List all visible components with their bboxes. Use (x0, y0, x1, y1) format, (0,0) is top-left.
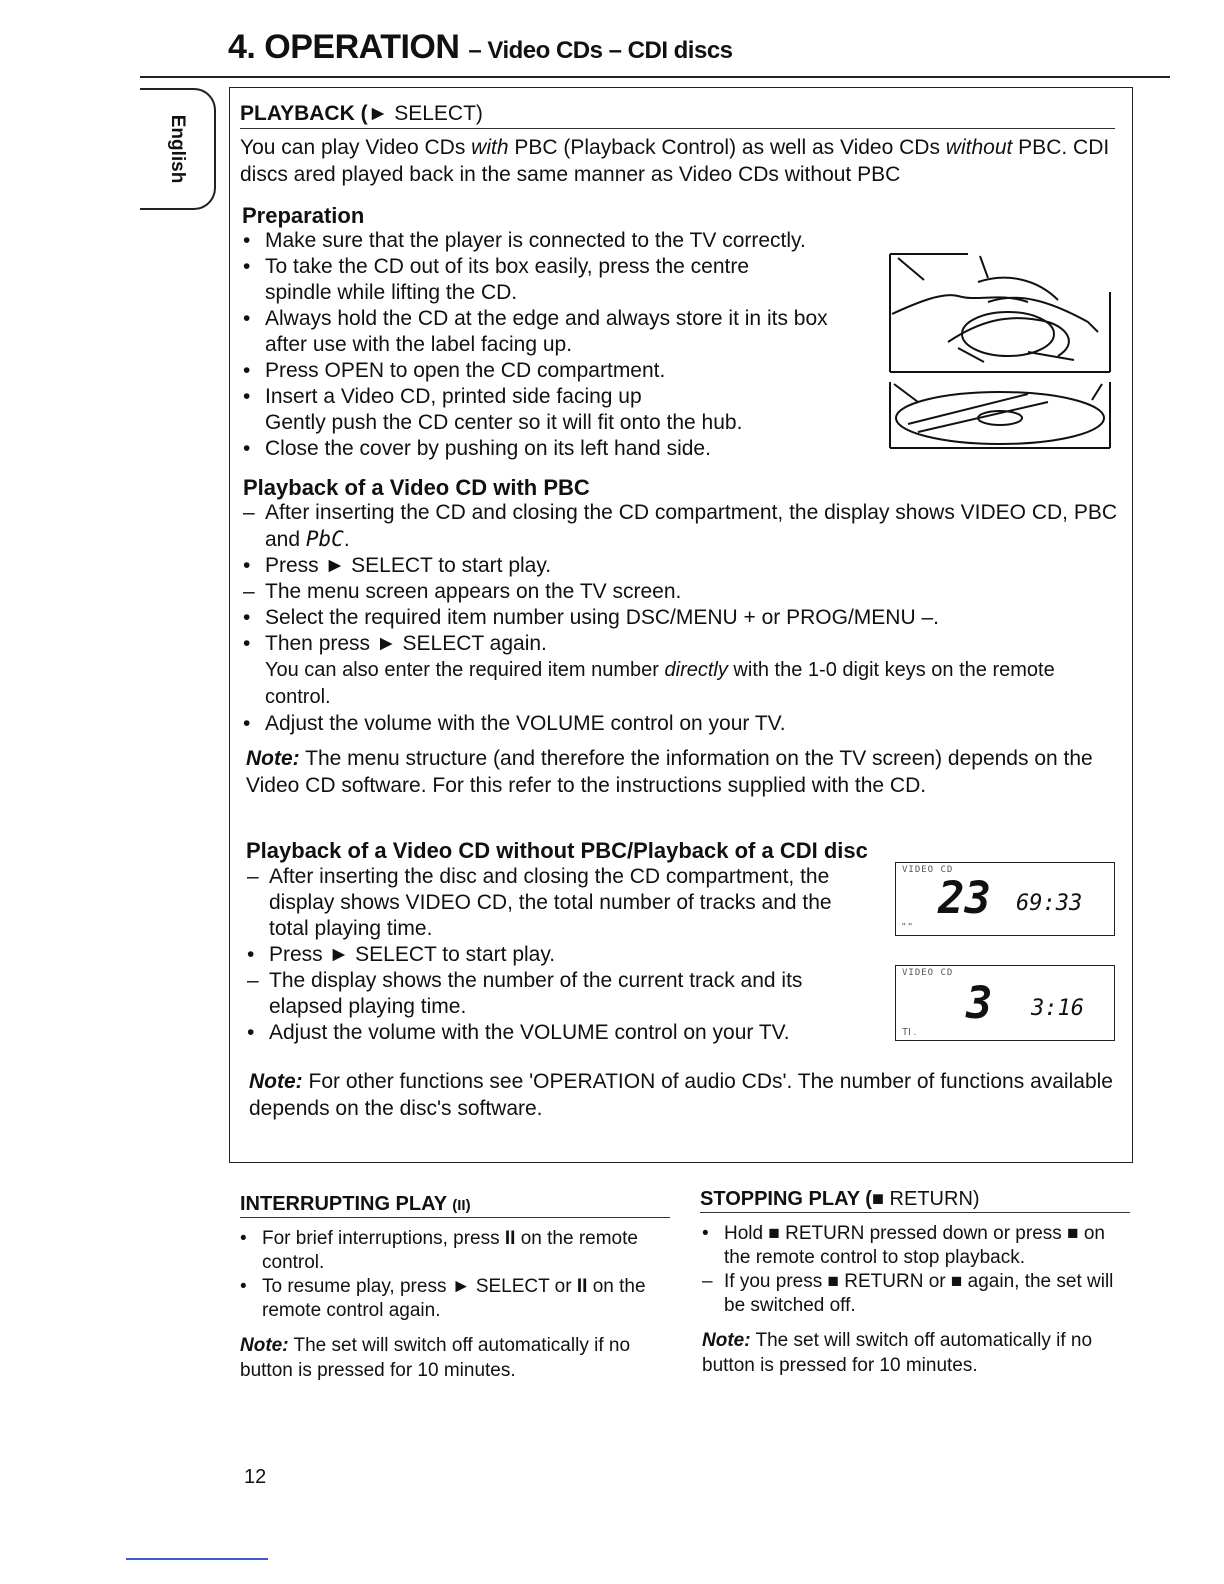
play-icon: ► (324, 554, 346, 577)
pause-icon: II (576, 1276, 588, 1297)
play-icon: ► (375, 632, 397, 655)
stopping-section (702, 1222, 1127, 1378)
lcd-elapsed-time: 3:16 (1031, 996, 1084, 1021)
without-pbc-note: Note: For other functions see 'OPERATION of audio CDs'. The number of functions available depends on the disc's software. (249, 1070, 1113, 1120)
list-item: – If you press ■ RETURN or ■ again, the set will be switched off. (702, 1271, 1114, 1316)
stopping-note: Note: The set will switch off automatically if no button is pressed for 10 minutes. (702, 1330, 1093, 1376)
list-item: – After inserting the disc and closing the CD compartment, the display shows VIDEO CD, the total number of tracks and the total playing time. (247, 865, 832, 940)
play-icon: ► (451, 1276, 471, 1297)
interrupting-list (240, 1227, 660, 1323)
lcd-display-current (895, 965, 1115, 1041)
hand-holding-cd-drawing (890, 254, 1110, 372)
list-item: • Press ► SELECT to start play. (243, 554, 552, 577)
list-item: • Always hold the CD at the edge and always store it in its box after use with the label facing up. (243, 307, 828, 356)
stop-icon: ■ (950, 1271, 963, 1292)
title-main: 4. OPERATION (228, 28, 460, 66)
title-divider (140, 76, 1170, 78)
stopping-heading-rule (700, 1212, 1130, 1213)
list-item: • Adjust the volume with the VOLUME control on your TV. (247, 1021, 790, 1044)
list-item: • Hold ■ RETURN pressed down or press ■ on the remote control to stop playback. (702, 1223, 1105, 1268)
stopping-heading: STOPPING PLAY (■ RETURN) (700, 1188, 980, 1210)
lcd-track-count: 23 (938, 873, 991, 924)
list-item: • Adjust the volume with the VOLUME control on your TV. (243, 712, 786, 735)
preparation-heading: Preparation (242, 203, 365, 228)
playback-heading-rule (240, 128, 1115, 129)
page-number: 12 (244, 1466, 267, 1488)
list-item: • Press ► SELECT to start play. (247, 943, 556, 966)
stop-icon: ■ (871, 1188, 884, 1210)
interrupting-heading-rule (240, 1217, 670, 1218)
pause-icon: (II) (452, 1197, 471, 1214)
pbc-segment-display-text: PbC (305, 527, 344, 551)
lcd-bottom-indicator: TI . (902, 1027, 917, 1038)
stopping-list (702, 1222, 1127, 1318)
list-item: • Insert a Video CD, printed side facing up Gently push the CD center so it will fit onto the hub. (243, 385, 743, 434)
without-pbc-list (247, 864, 872, 1046)
scan-edge-line (126, 1558, 268, 1560)
with-pbc-note: Note: The menu structure (and therefore the information on the TV screen) depends on the Video CD software. For this refer to the instructions supplied with the CD. (246, 747, 1093, 797)
language-tab-label: English (167, 114, 188, 184)
play-icon: ► (328, 943, 350, 966)
playback-intro: You can play Video CDs with PBC (Playback Control) as well as Video CDs without PBC. CDI discs ared played back in the same manner as Video CDs without PBC (240, 136, 1110, 186)
preparation-list (243, 228, 868, 462)
language-tab (140, 88, 216, 210)
play-icon: ► (367, 102, 389, 125)
list-item: • For brief interruptions, press II on the remote control. (240, 1228, 638, 1273)
list-item: • To resume play, press ► SELECT or II on the remote control again. (240, 1276, 646, 1321)
with-pbc-list (243, 500, 1123, 737)
interrupting-heading: INTERRUPTING PLAY (II) (240, 1193, 471, 1215)
playback-heading: PLAYBACK (► SELECT) (240, 102, 483, 125)
title-subtitle: – Video CDs – CDI discs (468, 37, 733, 64)
cd-removal-illustration (888, 252, 1112, 374)
list-item: • Close the cover by pushing on its left hand side. (243, 437, 711, 460)
lcd-video-cd-indicator: VIDEO CD (902, 968, 954, 978)
lcd-display-total (895, 862, 1115, 936)
stop-icon: ■ (827, 1271, 839, 1292)
list-item: – The menu screen appears on the TV screen. (243, 580, 682, 603)
list-item: • Then press ► SELECT again. You can also enter the required item number directly with the 1-0 digit keys on the remote control. (243, 632, 1055, 708)
list-item: • Make sure that the player is connected to the TV correctly. (243, 229, 806, 252)
pause-icon: II (504, 1228, 516, 1249)
without-pbc-heading: Playback of a Video CD without PBC/Playback of a CDI disc (246, 838, 868, 863)
list-item: • Press OPEN to open the CD compartment. (243, 359, 666, 382)
list-item: • To take the CD out of its box easily, press the centre spindle while lifting the CD. (243, 255, 750, 304)
interrupting-section (240, 1227, 660, 1383)
list-item: – The display shows the number of the current track and its elapsed playing time. (247, 969, 803, 1018)
page-title (228, 28, 733, 67)
interrupting-note: Note: The set will switch off automatically if no button is pressed for 10 minutes. (240, 1335, 631, 1381)
cd-insert-illustration (888, 380, 1112, 450)
with-pbc-heading: Playback of a Video CD with PBC (243, 475, 590, 500)
lcd-video-cd-indicator: VIDEO CD (902, 865, 954, 875)
lcd-bottom-indicator: " " (902, 922, 912, 933)
lcd-total-time: 69:33 (1016, 891, 1083, 916)
list-item: – After inserting the CD and closing the CD compartment, the display shows VIDEO CD, PBC and PbC. (243, 501, 1118, 551)
list-item: • Select the required item number using DSC/MENU + or PROG/MENU –. (243, 606, 939, 629)
stop-icon: ■ (768, 1223, 780, 1244)
cd-in-tray-drawing (890, 382, 1110, 448)
stop-icon: ■ (1067, 1223, 1079, 1244)
lcd-current-track: 3 (966, 978, 993, 1029)
